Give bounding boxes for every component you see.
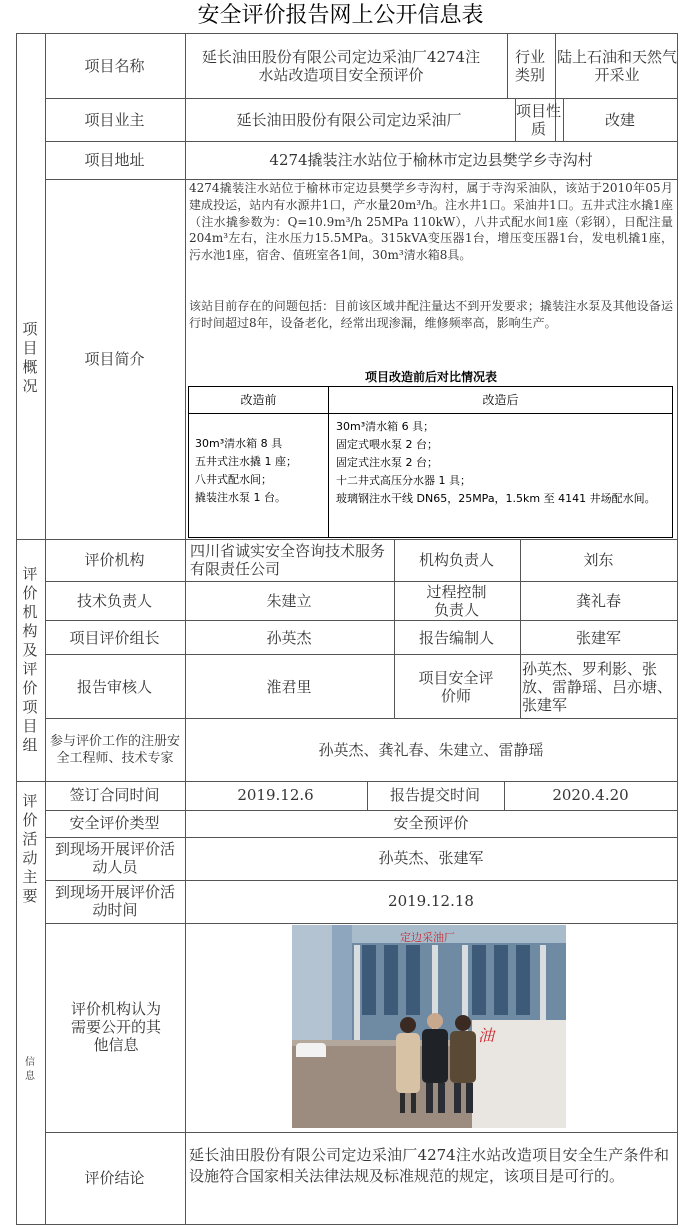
reviewer-value: 淮君里 — [266, 677, 312, 696]
conclusion-value: 延长油田股份有限公司定边采油厂4274注水站改造项目安全生产条件和设施符合国家相关法律法规及标准规范的规定，该项目是可行的。 — [189, 1146, 669, 1185]
before-list — [195, 435, 325, 507]
section-org-label: 评 价 机 构 及 评 价 项 目 组 — [22, 565, 38, 754]
list-item: 十二井式高压分水器 1 具； — [336, 474, 471, 487]
submit-time-value: 2020.4.20 — [552, 786, 629, 804]
list-item: 撬装注水泵 1 台。 — [195, 491, 286, 504]
contract-time-label: 签订合同时间 — [69, 786, 160, 804]
writer-label: 报告编制人 — [418, 628, 494, 647]
eval-type-value: 安全预评价 — [393, 814, 469, 832]
assessor-label: 项目安全评价师 — [418, 668, 494, 705]
assessor-value: 孙英杰、罗利影、张放、雷静瑶、吕亦塘、张建军 — [522, 659, 673, 714]
onsite-time-value: 2019.12.18 — [388, 892, 474, 910]
contract-time-value: 2019.12.6 — [237, 786, 314, 804]
section-overview-label: 项 目 概 况 — [22, 320, 38, 395]
site-photo-illustration — [292, 925, 566, 1128]
list-item: 30m³清水箱 6 具； — [336, 420, 435, 433]
agency-head-label: 机构负责人 — [418, 551, 494, 569]
project-address-label: 项目地址 — [84, 151, 145, 169]
project-name-label: 项目名称 — [84, 57, 145, 75]
section-activity-label: 评 价 活 动 主 要 — [22, 791, 38, 905]
engineers-value: 孙英杰、龚礼春、朱建立、雷静瑶 — [318, 740, 544, 759]
page-title: 安全评价报告网上公开信息表 — [197, 3, 484, 28]
list-item: 固定式注水泵 2 台； — [336, 456, 438, 469]
list-item: 固定式喂水泵 2 台； — [336, 438, 438, 451]
submit-time-label: 报告提交时间 — [389, 786, 480, 804]
process-head-label: 过程控制负责人 — [426, 583, 487, 619]
project-owner-label: 项目业主 — [84, 111, 145, 129]
compare-table-title: 项目改造前后对比情况表 — [364, 370, 497, 384]
industry-value: 陆上石油和天然气开采业 — [557, 48, 678, 84]
agency-value: 四川省诚实安全咨询技术服务有限责任公司 — [190, 542, 386, 578]
list-item: 30m³清水箱 8 具 — [195, 437, 283, 450]
onsite-time-label: 到现场开展评价活动时间 — [54, 883, 175, 919]
tech-head-value: 朱建立 — [266, 592, 312, 610]
leader-value: 孙英杰 — [266, 628, 312, 647]
onsite-staff-label: 到现场开展评价活动人员 — [54, 840, 175, 876]
project-nature-value: 改建 — [604, 111, 635, 129]
process-head-value: 龚礼春 — [575, 592, 621, 610]
onsite-staff-value: 孙英杰、张建军 — [378, 849, 484, 867]
after-header: 改造后 — [482, 393, 519, 407]
list-item: 玻璃钢注水干线 DN65，25MPa，1.5km 至 4141 井场配水间。 — [336, 492, 656, 505]
leader-label: 项目评价组长 — [69, 628, 160, 647]
project-owner-value: 延长油田股份有限公司定边采油厂 — [236, 111, 462, 129]
list-item: 五井式注水撬 1 座； — [195, 455, 297, 468]
before-header: 改造前 — [240, 393, 277, 407]
project-name-value: 延长油田股份有限公司定边采油厂4274注水站改造项目安全预评价 — [201, 48, 481, 84]
project-address-value: 4274撬装注水站位于榆林市定边县樊学乡寺沟村 — [269, 151, 593, 169]
writer-value: 张建军 — [575, 628, 621, 647]
wall-calligraphy: 油 — [478, 1026, 495, 1045]
eval-type-label: 安全评价类型 — [69, 814, 160, 832]
project-issue-text: 该站目前存在的问题包括：目前该区域井配注量达不到开发要求；撬装注水泵及其他设备运行时间超过8年，设备老化，经常出现渗漏，维修频率高，影响生产。 — [189, 299, 673, 330]
after-list — [336, 418, 672, 508]
tech-head-label: 技术负责人 — [76, 592, 152, 610]
engineers-label: 参与评价工作的注册安全工程师、技术专家 — [50, 733, 181, 766]
agency-label: 评价机构 — [84, 551, 145, 569]
industry-label: 行业类别 — [514, 48, 545, 84]
list-item: 八井式配水间； — [195, 473, 272, 486]
site-photo — [292, 925, 566, 1128]
project-intro-label: 项目简介 — [84, 349, 145, 368]
agency-head-value: 刘东 — [583, 551, 614, 569]
reviewer-label: 报告审核人 — [76, 677, 152, 696]
project-nature-label: 项目性质 — [515, 102, 561, 138]
building-sign: 定边采油厂 — [400, 931, 455, 944]
section-info-label: 信 息 — [25, 1057, 35, 1082]
other-info-label: 评价机构认为需要公开的其他信息 — [70, 1000, 161, 1054]
project-intro-text: 4274撬装注水站位于榆林市定边县樊学乡寺沟村，属于寺沟采油队，该站于2010年05月建成投运，站内有水源井1口，产水量20m³/h。注水井1口。采油井1口。五井式注水撬1座（注水撬参数为：Q=10.9m³/h 25MPa 110kW），八井式配水间1座（彩钢），日配注量204m³左右，注水压力15.5MPa。315kVA变压器1台，增压变压器1台，发电机撬1座，污水池1座，宿舍、值班室各1间，30m³清水箱8具。 — [189, 181, 673, 263]
conclusion-label: 评价结论 — [84, 1169, 145, 1187]
